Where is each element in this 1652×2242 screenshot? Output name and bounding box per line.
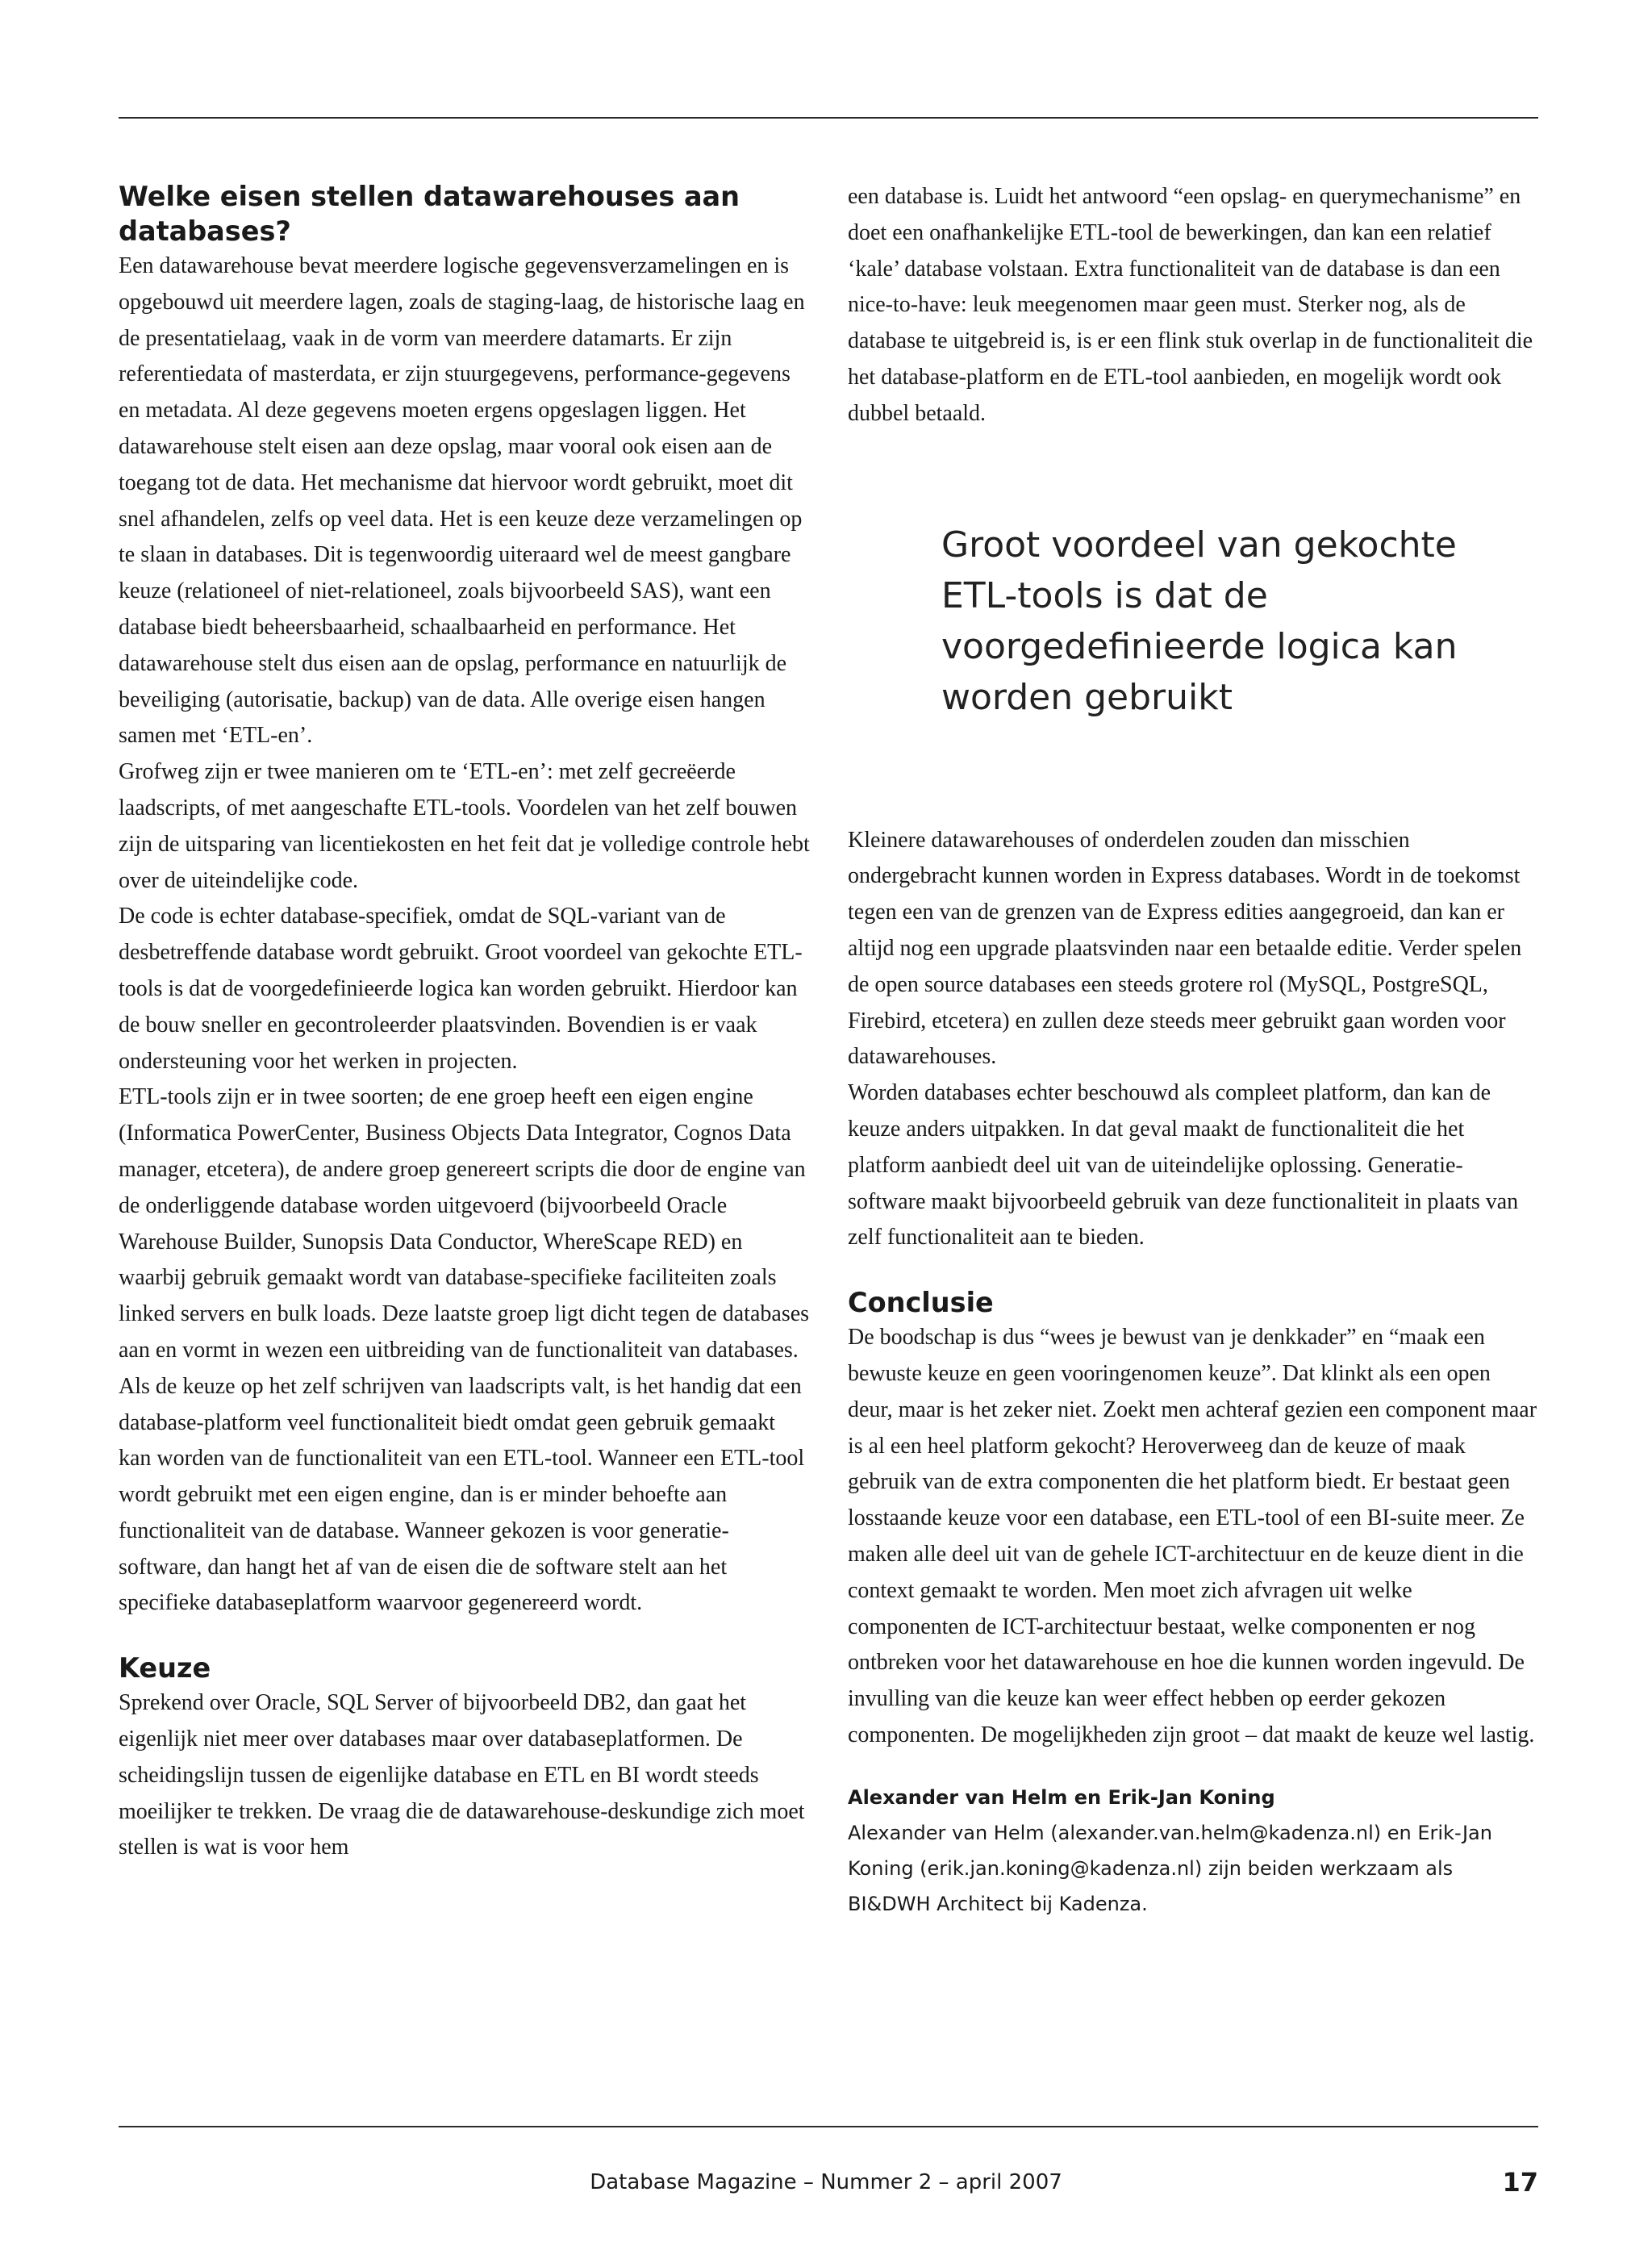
paragraph: Worden databases echter beschouwd als compleet platform, dan kan de keuze anders uitpakken. In dat geval maakt de functionaliteit die het platform aanbiedt deel uit van de uiteindelijke oplossing. Generatie-software maakt bijvoorbeeld gebruik van deze functionaliteit in plaats van zelf functionaliteit aan te bieden. xyxy=(848,1080,1519,1250)
paragraph: De boodschap is dus “wees je bewust van je denkkader” en “maak een bewuste keuze en geen vooringenomen keuze”. Dat klinkt als een open deur, maar is het zeker niet. Zoekt men achteraf gezien een component maar is al een heel platform gekocht? Heroverweeg dan de keuze of maak gebruik van de extra componenten die het platform biedt. Er bestaat geen losstaande keuze voor een database, een ETL-tool of een BI-suite meer. Ze maken alle deel uit van de gehele ICT-architectuur en de keuze dient in die context gemaakt te worden. Men moet zich afvragen uit welke componenten de ICT-architectuur bestaat, welke componenten er nog ontbreken voor het datawarehouse en hoe die kunnen worden ingevuld. De invulling van die keuze kan weer effect hebben op eerder gekozen componenten. De mogelijkheden zijn groot – dat maakt de keuze wel lastig. xyxy=(848,1325,1537,1747)
page-number: 17 xyxy=(1502,2167,1538,2198)
right-column xyxy=(848,179,1538,1922)
section-heading-conclusie: Conclusie xyxy=(848,1287,994,1319)
pull-quote-box xyxy=(848,520,1538,723)
paragraph: een database is. Luidt het antwoord “een opslag- en querymechanisme” en doet een onafhankelijke ETL-tool de bewerkingen, dan kan een relatief ‘kale’ database volstaan. Extra functionaliteit van de database is dan een nice-to-have: leuk meegenomen maar geen must. Sterker nog, als de database te uitgebreid is, is er een flink stuk overlap in de functionaliteit die het database-platform en de ETL-tool aanbieden, en mogelijk wordt ook dubbel betaald. xyxy=(848,184,1533,426)
top-rule xyxy=(119,117,1538,119)
left-column xyxy=(119,179,812,1866)
paragraph: Grofweg zijn er twee manieren om te ‘ETL-en’: met zelf gecreëerde laadscripts, of met aangeschafte ETL-tools. Voordelen van het zelf bouwen zijn de uitsparing van licentiekosten en het feit dat je volledige controle hebt over de uiteindelijke code. xyxy=(119,759,810,893)
paragraph: Kleinere datawarehouses of onderdelen zouden dan misschien ondergebracht kunnen worden in Express databases. Wordt in de toekomst tegen een van de grenzen van de Express edities aangegroeid, dan kan er altijd nog een upgrade plaatsvinden naar een betaalde editie. Verder spelen de open source databases een steeds grotere rol (MySQL, PostgreSQL, Firebird, etcetera) en zullen deze steeds meer gebruikt gaan worden voor datawarehouses. xyxy=(848,827,1522,1070)
paragraph: De code is echter database-specifiek, omdat de SQL-variant van de desbetreffende database wordt gebruikt. Groot voordeel van gekochte ETL-tools is dat de voorgedefinieerde logica kan worden gebruikt. Hierdoor kan de bouw sneller en gecontroleerder plaatsvinden. Bovendien is er vaak ondersteuning voor het werken in projecten. xyxy=(119,904,803,1074)
author-names: Alexander van Helm en Erik-Jan Koning xyxy=(848,1785,1275,1809)
section-heading-keuze: Keuze xyxy=(119,1652,211,1685)
section-heading-datawarehouse-eisen: Welke eisen stellen datawarehouses aan databases? xyxy=(119,181,740,247)
magazine-issue: Database Magazine – Nummer 2 – april 2007 xyxy=(590,2170,1062,2194)
paragraph: Een datawarehouse bevat meerdere logische gegevensverzamelingen en is opgebouwd uit meerdere lagen, zoals de staging-laag, de historische laag en de presentatielaag, vaak in de vorm van meerdere datamarts. Er zijn referentiedata of masterdata, er zijn stuurgegevens, performance-gegevens en metadata. Al deze gegevens moeten ergens opgeslagen liggen. Het datawarehouse stelt eisen aan deze opslag, maar vooral ook eisen aan de toegang tot de data. Het mechanisme dat hiervoor wordt gebruikt, moet dit snel afhandelen, zelfs op veel data. Het is een keuze deze verzamelingen op te slaan in databases. Dit is tegenwoordig uiteraard wel de meest gangbare keuze (relationeel of niet-relationeel, zoals bijvoorbeeld SAS), want een database biedt beheersbaarheid, schaalbaarheid en performance. Het datawarehouse stelt dus eisen aan de opslag, performance en natuurlijk de beveiliging (autorisatie, backup) van de data. Alle overige eisen hangen samen met ‘ETL-en’. xyxy=(119,253,805,749)
pull-quote: Groot voordeel van gekochte ETL-tools is dat de voorgedefinieerde logica kan worden gebruikt xyxy=(941,524,1458,718)
author-bio: Alexander van Helm (alexander.van.helm@kadenza.nl) en Erik-Jan Koning (erik.jan.koning@kadenza.nl) zijn beiden werkzaam als BI&DWH Architect bij Kadenza. xyxy=(848,1821,1492,1915)
bottom-rule xyxy=(119,2126,1538,2127)
paragraph: Als de keuze op het zelf schrijven van laadscripts valt, is het handig dat een database-platform veel functionaliteit biedt omdat geen gebruik gemaakt kan worden van de functionaliteit van een ETL-tool. Wanneer een ETL-tool wordt gebruikt met een eigen engine, dan is er minder behoefte aan functionaliteit van de database. Wanneer gekozen is voor generatie-software, dan hangt het af van de eisen die de software stelt aan het specifieke databaseplatform waarvoor gegenereerd wordt. xyxy=(119,1373,805,1616)
page-footer xyxy=(0,2165,1652,2200)
paragraph: ETL-tools zijn er in twee soorten; de ene groep heeft een eigen engine (Informatica PowerCenter, Business Objects Data Integrator, Cognos Data manager, etcetera), de andere groep genereert scripts die door de engine van de onderliggende database worden uitgevoerd (bijvoorbeeld Oracle Warehouse Builder, Sunopsis Data Conductor, WhereScape RED) en waarbij gebruik gemaakt wordt van database-specifieke faciliteiten zoals linked servers en bulk loads. Deze laatste groep ligt dicht tegen de databases aan en vormt in wezen een uitbreiding van de functionaliteit van databases. xyxy=(119,1084,810,1363)
paragraph: Sprekend over Oracle, SQL Server of bijvoorbeeld DB2, dan gaat het eigenlijk niet meer over databases maar over databaseplatformen. De scheidingslijn tussen de eigenlijke database en ETL en BI wordt steeds moeilijker te trekken. De vraag die de datawarehouse-deskundige zich moet stellen is wat is voor hem xyxy=(119,1690,805,1860)
